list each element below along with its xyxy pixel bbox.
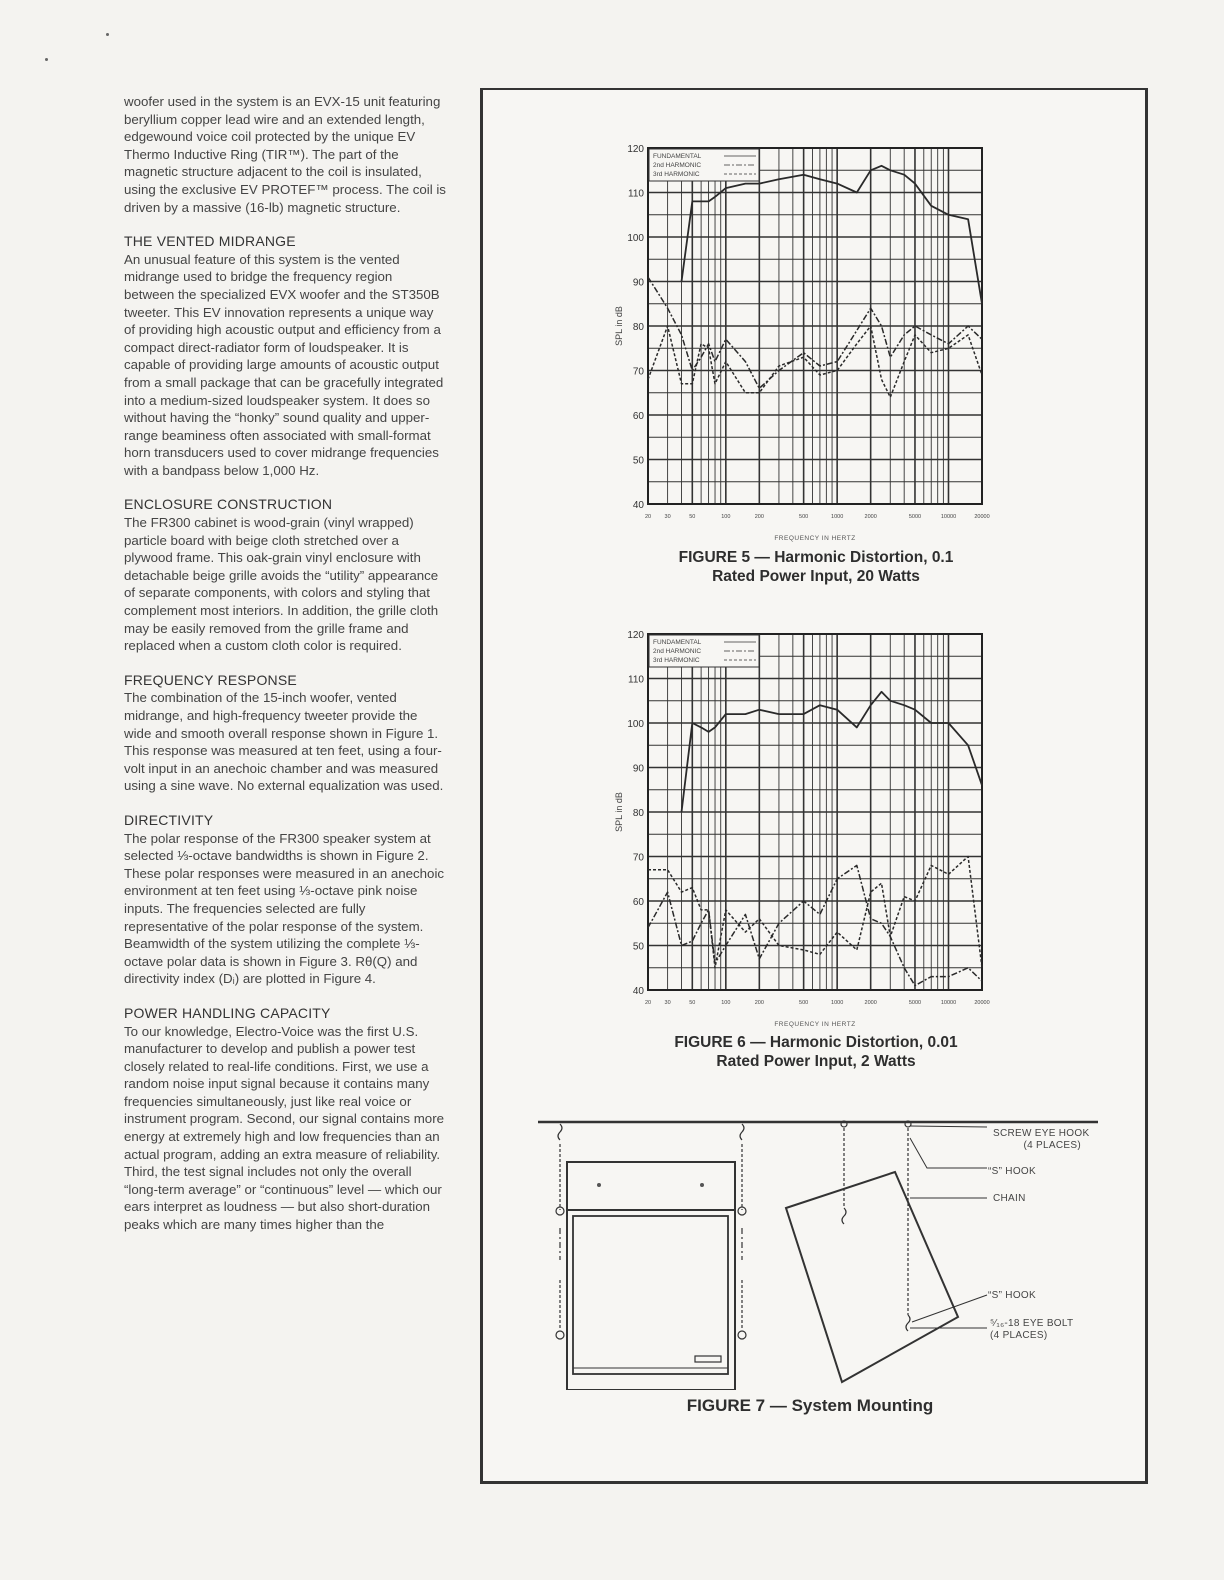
svg-text:100: 100 — [721, 514, 731, 520]
left-text-column — [124, 93, 446, 1234]
svg-text:50: 50 — [632, 455, 644, 467]
svg-text:2000: 2000 — [864, 1000, 877, 1006]
svg-text:20: 20 — [644, 514, 652, 520]
svg-text:50: 50 — [689, 514, 696, 520]
label-s-hook-top: “S” HOOK — [988, 1166, 1036, 1177]
label-eye-bolt — [990, 1318, 1073, 1342]
label-screw-eye-hook — [993, 1128, 1089, 1152]
svg-text:50: 50 — [632, 941, 644, 953]
section-power-handling — [124, 1005, 446, 1234]
svg-text:90: 90 — [632, 763, 644, 775]
section-body: The FR300 cabinet is wood-grain (vinyl wrapped) particle board with beige cloth stretched over a plywood frame. This oak-grain vinyl enclosure with detachable beige grille avoids the “utility” appearance of separate components, with colors and styling that complement most interiors. In addition, the grille cloth may be easily removed from the grille frame and replaced when a custom cloth color is required. — [124, 515, 439, 654]
figure-5-caption-line1: FIGURE 5 — Harmonic Distortion, 0.1 — [678, 549, 954, 566]
svg-text:FUNDAMENTAL: FUNDAMENTAL — [653, 639, 702, 646]
svg-text:200: 200 — [754, 514, 764, 520]
page-speck — [45, 58, 48, 61]
series-line — [648, 277, 982, 388]
svg-text:20000: 20000 — [974, 514, 990, 520]
figure-6-caption — [606, 1033, 1026, 1071]
svg-text:SPL in dB: SPL in dB — [614, 792, 624, 832]
section-heading: POWER HANDLING CAPACITY — [124, 1004, 331, 1021]
svg-text:100: 100 — [721, 1000, 731, 1006]
svg-text:200: 200 — [754, 1000, 764, 1006]
section-heading: ENCLOSURE CONSTRUCTION — [124, 496, 333, 513]
svg-text:2000: 2000 — [864, 514, 877, 520]
label-s-hook-bottom: “S” HOOK — [988, 1290, 1036, 1301]
svg-text:20000: 20000 — [974, 1000, 990, 1006]
figure-6-chart — [606, 626, 996, 1036]
svg-text:FUNDAMENTAL: FUNDAMENTAL — [653, 153, 702, 160]
section-vented-midrange — [124, 233, 446, 479]
figure-5-caption — [606, 548, 1026, 586]
label-chain: CHAIN — [993, 1193, 1026, 1204]
figure-7-diagram — [532, 1110, 1102, 1395]
svg-text:100: 100 — [627, 233, 644, 244]
svg-text:500: 500 — [799, 514, 809, 520]
svg-text:2nd HARMONIC: 2nd HARMONIC — [653, 648, 702, 655]
svg-text:40: 40 — [632, 986, 644, 997]
svg-text:3rd HARMONIC: 3rd HARMONIC — [653, 171, 700, 178]
svg-text:5000: 5000 — [908, 514, 922, 520]
svg-text:FREQUENCY IN HERTZ: FREQUENCY IN HERTZ — [774, 535, 856, 542]
svg-text:110: 110 — [628, 188, 644, 200]
svg-text:1000: 1000 — [831, 514, 844, 520]
figure-6-caption-line1: FIGURE 6 — Harmonic Distortion, 0.01 — [674, 1034, 958, 1051]
series-line — [648, 857, 982, 968]
svg-text:2nd HARMONIC: 2nd HARMONIC — [653, 162, 702, 169]
chart-svg — [606, 140, 996, 550]
svg-text:10000: 10000 — [940, 1000, 957, 1006]
section-body: The combination of the 15-inch woofer, vented midrange, and high-frequency tweeter provide the wide and smooth overall response shown in Figure 1. This response was measured at ten feet, using a four-volt input in an anechoic chamber and was measured using a sine wave. No external equalization was used. — [124, 690, 444, 794]
svg-text:SPL in dB: SPL in dB — [614, 306, 624, 346]
svg-text:110: 110 — [628, 674, 644, 686]
svg-text:100: 100 — [627, 719, 644, 730]
svg-text:40: 40 — [632, 500, 644, 511]
svg-text:30: 30 — [664, 1000, 671, 1006]
svg-text:1000: 1000 — [831, 1000, 844, 1006]
section-enclosure-construction — [124, 496, 446, 654]
svg-text:5000: 5000 — [908, 1000, 922, 1006]
svg-text:500: 500 — [799, 1000, 809, 1006]
mounting-diagram-svg — [532, 1110, 1102, 1390]
section-body: The polar response of the FR300 speaker system at selected ⅓-octave bandwidths is shown in Figure 2. These polar responses were measured in an anechoic environment at ten feet using ⅓-octave pink noise inputs. The frequencies selected are fully representative of the polar response of the system. Beamwidth of the system utilizing the complete ⅓-octave polar data is shown in Figure 3. Rθ(Q) and directivity index (Dᵢ) are plotted in Figure 4. — [124, 830, 445, 987]
figure-5-chart — [606, 140, 996, 550]
svg-text:20: 20 — [644, 1000, 652, 1006]
intro-paragraph: woofer used in the system is an EVX-15 unit featuring beryllium copper lead wire and an extended length, edgewound voice coil protected by the unique EV Thermo Inductive Ring (TIR™). The part of the magnetic structure adjacent to the coil is insulated, using the exclusive EV PROTEF™ process. The coil is driven by a massive (16-lb) magnetic structure. — [124, 94, 446, 215]
svg-text:60: 60 — [632, 411, 644, 422]
section-heading: FREQUENCY RESPONSE — [124, 671, 297, 688]
figure-6-caption-line2: Rated Power Input, 2 Watts — [716, 1053, 916, 1070]
section-body: To our knowledge, Electro-Voice was the first U.S. manufacturer to develop and publish a power test closely related to real-life conditions. First, we use a random noise input signal because it contains many frequencies simultaneously, just like real voice or instrument program. Second, our signal contains more energy at extremely high and low frequencies than an actual program, adding an extra measure of reliability. Third, the test signal includes not only the overall “long-term average” or “continuous” level — which our ears interpret as loudness — but also short-duration peaks which are many times higher than the — [124, 1023, 445, 1233]
figure-7-caption: FIGURE 7 — System Mounting — [686, 1396, 934, 1415]
series-line — [648, 326, 982, 397]
page-speck — [106, 33, 109, 36]
label-text: ⁵⁄₁₆-18 EYE BOLT — [990, 1318, 1074, 1329]
section-frequency-response — [124, 672, 446, 795]
figure-5-caption-line2: Rated Power Input, 20 Watts — [712, 568, 920, 585]
svg-text:70: 70 — [632, 852, 644, 864]
chart-svg — [606, 626, 996, 1036]
section-directivity — [124, 812, 446, 988]
svg-text:60: 60 — [632, 897, 644, 908]
svg-text:50: 50 — [689, 1000, 696, 1006]
label-note: (4 PLACES) — [1023, 1140, 1081, 1151]
svg-text:3rd HARMONIC: 3rd HARMONIC — [653, 657, 700, 664]
label-note: (4 PLACES) — [990, 1330, 1048, 1341]
section-heading: DIRECTIVITY — [124, 811, 214, 828]
svg-text:120: 120 — [627, 144, 644, 155]
svg-text:90: 90 — [632, 277, 644, 289]
svg-text:70: 70 — [632, 366, 644, 378]
svg-text:80: 80 — [632, 322, 644, 333]
svg-text:80: 80 — [632, 808, 644, 819]
svg-text:30: 30 — [664, 514, 671, 520]
svg-text:120: 120 — [627, 630, 644, 641]
svg-text:FREQUENCY IN HERTZ: FREQUENCY IN HERTZ — [774, 1021, 856, 1028]
svg-text:10000: 10000 — [940, 514, 957, 520]
section-heading: THE VENTED MIDRANGE — [124, 233, 296, 250]
section-body: An unusual feature of this system is the vented midrange used to bridge the frequency region between the specialized EVX woofer and the ST350B tweeter. This EV innovation represents a unique way of providing high acoustic output and efficiency from a compact direct-radiator form of loudspeaker. It is capable of providing large amounts of acoustic output from a small package that can be gracefully integrated into a medium-sized loudspeaker system. It does so without having the “honky” sound quality and upper-range beaminess often associated with small-format horn transducers used to cover midrange frequencies with a bandpass below 1,000 Hz. — [124, 251, 444, 478]
label-text: SCREW EYE HOOK — [993, 1128, 1090, 1139]
